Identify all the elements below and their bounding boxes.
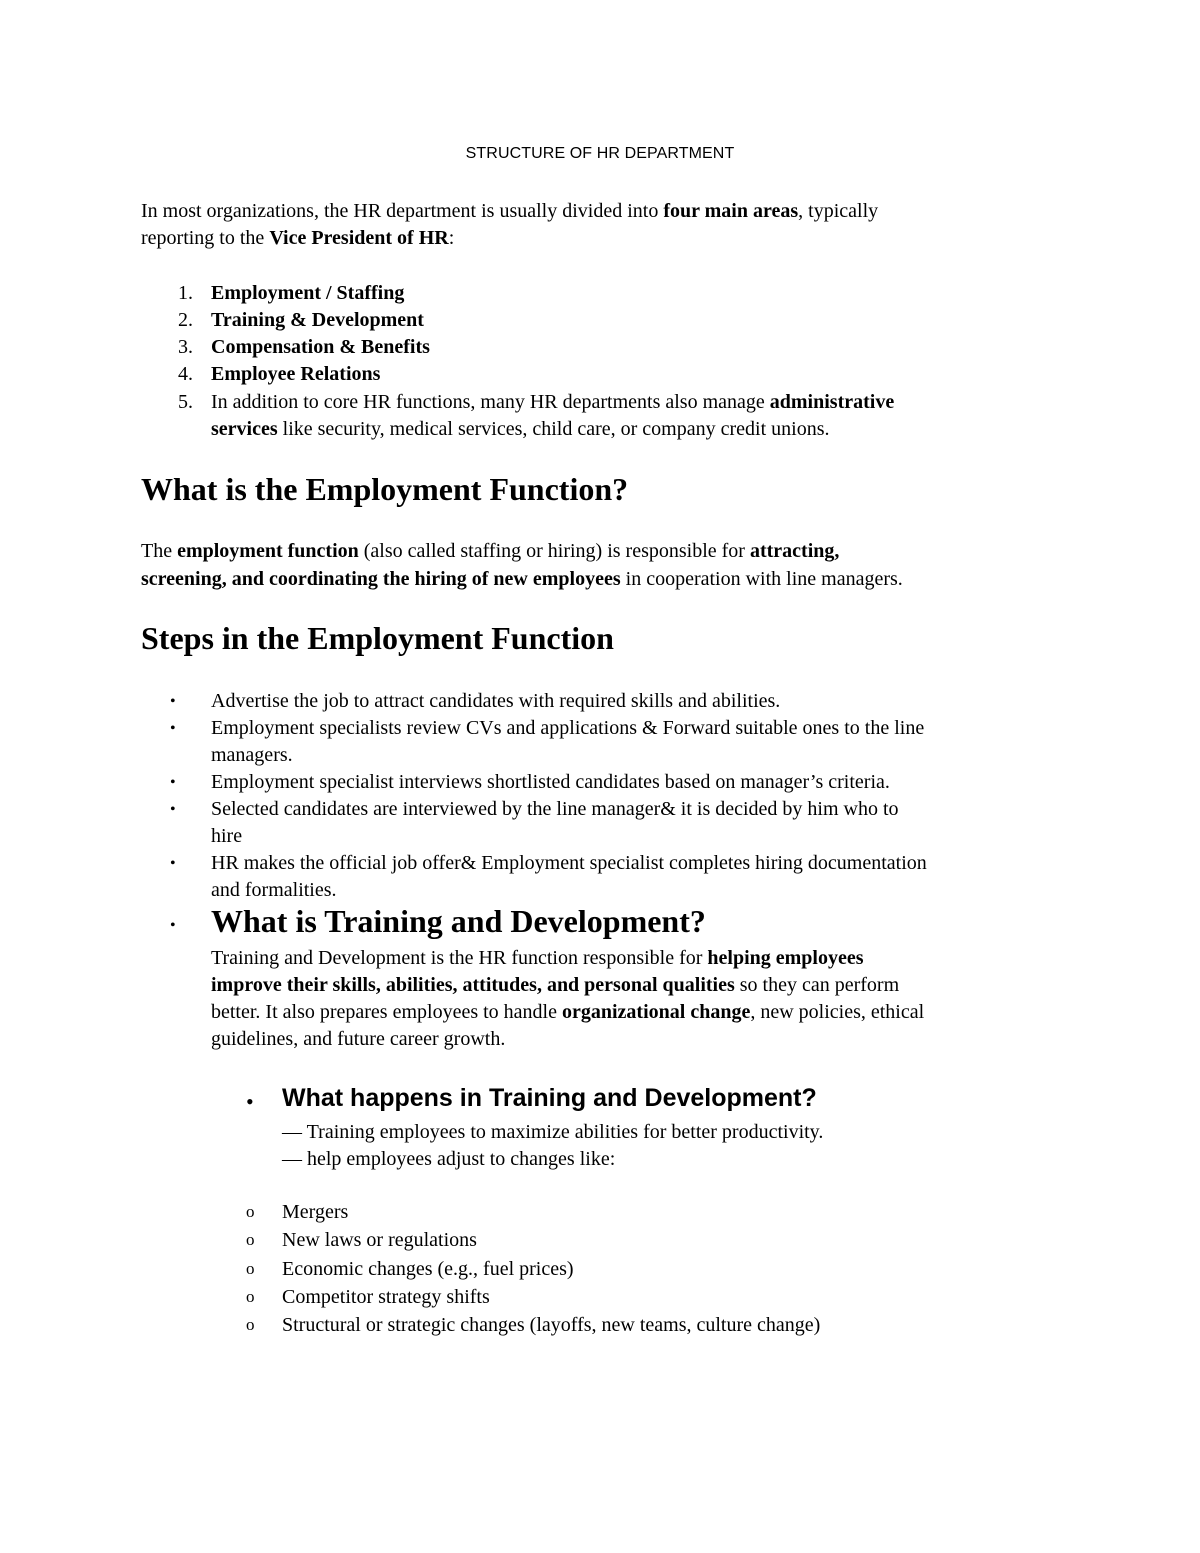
- intro-text-tail: , typically: [798, 200, 879, 222]
- training-line-3: [211, 999, 924, 1026]
- area-item-employment: Employment / Staffing: [211, 282, 405, 304]
- heading-steps: Steps in the Employment Function: [141, 620, 614, 656]
- employment-bold-screening: screening, and coordinating the hiring of new employees: [141, 568, 621, 590]
- step-item-4-line-2: hire: [211, 825, 243, 847]
- happens-line-2: — help employees adjust to changes like:: [282, 1148, 616, 1170]
- area-number: 1.: [178, 282, 193, 304]
- step-item-5-line-1: HR makes the official job offer& Employment specialist completes hiring documentation: [211, 852, 927, 874]
- heading-training-development: What is Training and Development?: [211, 903, 706, 939]
- area-number: 3.: [178, 336, 193, 358]
- employment-text: The: [141, 540, 178, 562]
- intro-line2-colon: :: [448, 227, 455, 249]
- area5-bold-services: services: [211, 418, 278, 440]
- circle-bullet-icon: o: [246, 1202, 255, 1221]
- intro-bold-four-areas: four main areas: [663, 200, 799, 222]
- area5-text: In addition to core HR functions, many HR departments also manage: [211, 391, 770, 413]
- intro-line2-text: reporting to the: [141, 227, 270, 249]
- step-item-5-line-2: and formalities.: [211, 879, 337, 901]
- bullet-icon: •: [170, 917, 176, 934]
- training-line-2: [211, 972, 899, 999]
- step-item-2-line-1: Employment specialists review CVs and applications & Forward suitable ones to the line: [211, 717, 925, 739]
- circle-bullet-icon: o: [246, 1287, 255, 1306]
- happens-line-1: — Training employees to maximize abilities for better productivity.: [282, 1121, 824, 1143]
- employment-bold-attracting: attracting,: [749, 540, 840, 562]
- step-item-1: Advertise the job to attract candidates with required skills and abilities.: [211, 690, 781, 712]
- intro-line-1: [141, 198, 878, 225]
- employment-bold-function: employment function: [177, 540, 359, 562]
- area-item-5-line-1: [211, 389, 894, 416]
- area-item-training: Training & Development: [211, 309, 424, 331]
- employment-text-tail: in cooperation with line managers.: [620, 568, 903, 590]
- training-text-perform: so they can perform: [734, 974, 900, 996]
- change-item-4: Competitor strategy shifts: [282, 1286, 490, 1308]
- training-text-better: better. It also prepares employees to handle: [211, 1001, 562, 1023]
- bullet-icon: •: [170, 720, 176, 737]
- document-title: STRUCTURE OF HR DEPARTMENT: [465, 145, 735, 162]
- training-bold-org-change: organizational change: [562, 1001, 751, 1023]
- bullet-icon: •: [170, 774, 176, 791]
- bullet-icon: •: [246, 1089, 254, 1114]
- training-text: Training and Development is the HR function responsible for: [211, 947, 708, 969]
- training-line-1: [211, 945, 864, 972]
- employment-para-line-2: [141, 566, 903, 593]
- bullet-icon: •: [170, 855, 176, 872]
- heading-employment-function: What is the Employment Function?: [141, 471, 629, 507]
- change-item-5: Structural or strategic changes (layoffs, new teams, culture change): [282, 1314, 821, 1336]
- employment-text-mid: (also called staffing or hiring) is responsible for: [358, 540, 750, 562]
- circle-bullet-icon: o: [246, 1230, 255, 1249]
- area-number: 4.: [178, 363, 193, 385]
- change-item-2: New laws or regulations: [282, 1229, 477, 1251]
- intro-bold-vp-hr: Vice President of HR: [269, 227, 449, 249]
- circle-bullet-icon: o: [246, 1315, 255, 1334]
- area5-text-tail: like security, medical services, child care, or company credit unions.: [277, 418, 830, 440]
- training-bold-helping: helping employees: [707, 947, 864, 969]
- bullet-icon: •: [170, 801, 176, 818]
- change-item-3: Economic changes (e.g., fuel prices): [282, 1258, 574, 1280]
- area5-bold-administrative: administrative: [769, 391, 895, 413]
- intro-text: In most organizations, the HR department is usually divided into: [141, 200, 664, 222]
- area-number: 2.: [178, 309, 193, 331]
- training-bold-improve: improve their skills, abilities, attitudes, and personal qualities: [211, 974, 735, 996]
- area-item-compensation: Compensation & Benefits: [211, 336, 430, 358]
- circle-bullet-icon: o: [246, 1259, 255, 1278]
- area-number: 5.: [178, 391, 193, 413]
- change-item-1: Mergers: [282, 1201, 349, 1223]
- step-item-4-line-1: Selected candidates are interviewed by the line manager& it is decided by him who to: [211, 798, 899, 820]
- heading-what-happens: What happens in Training and Development?: [282, 1084, 817, 1112]
- area-item-5-line-2: [211, 416, 829, 443]
- intro-line-2: [141, 225, 454, 252]
- step-item-2-line-2: managers.: [211, 744, 293, 766]
- area-item-relations: Employee Relations: [211, 363, 381, 385]
- bullet-icon: •: [170, 693, 176, 710]
- training-line-4: guidelines, and future career growth.: [211, 1028, 506, 1050]
- training-text-policies: , new policies, ethical: [750, 1001, 925, 1023]
- step-item-3: Employment specialist interviews shortlisted candidates based on manager’s criteria.: [211, 771, 890, 793]
- employment-para-line-1: [141, 538, 839, 565]
